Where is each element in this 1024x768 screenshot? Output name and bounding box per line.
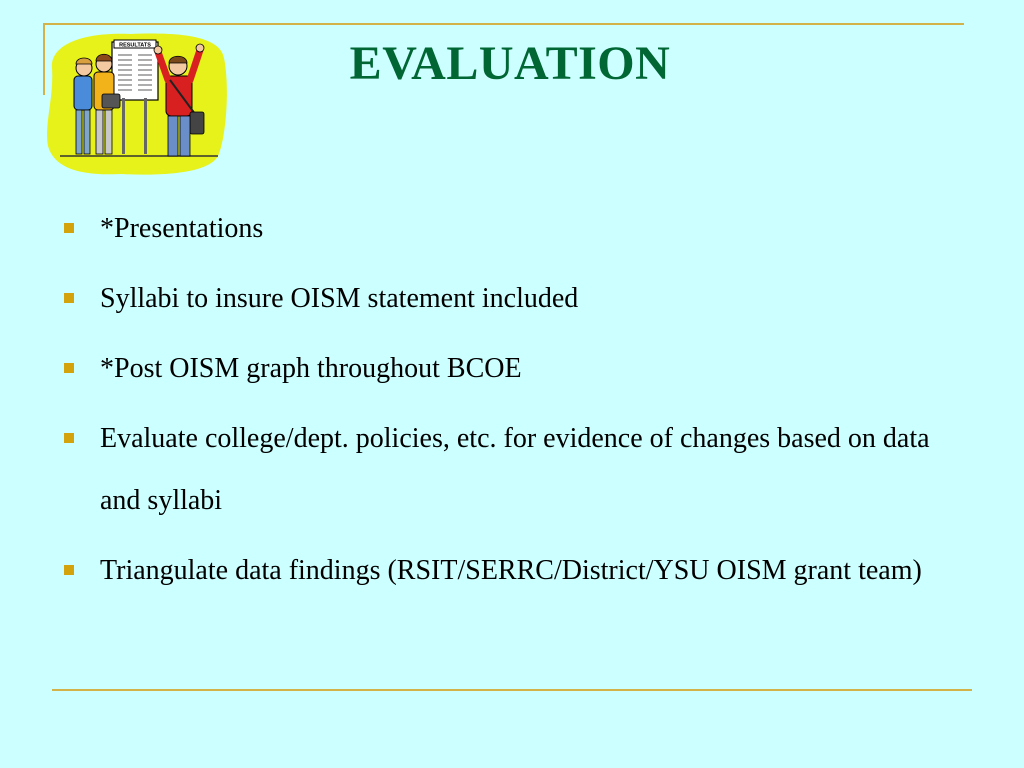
bullet-text: Syllabi to insure OISM statement included	[100, 283, 579, 314]
square-bullet-icon	[64, 223, 74, 233]
slide-title: EVALUATION	[349, 37, 671, 90]
bullet-item	[60, 198, 960, 260]
bullet-text: Evaluate college/dept. policies, etc. for evidence of changes based on data and syllabi	[100, 423, 930, 516]
bullet-text: Triangulate data findings (RSIT/SERRC/District/YSU OISM grant team)	[100, 555, 922, 586]
bullet-list	[60, 198, 960, 610]
bullet-item	[60, 338, 960, 400]
square-bullet-icon	[64, 363, 74, 373]
square-bullet-icon	[64, 293, 74, 303]
bullet-item	[60, 540, 960, 602]
results-sign-text: RESULTATS	[119, 42, 151, 49]
top-rule	[43, 23, 964, 25]
bottom-rule	[52, 689, 972, 691]
bullet-text: *Presentations	[100, 213, 264, 244]
bullet-item	[60, 268, 960, 330]
bullet-item	[60, 408, 960, 532]
bullet-text: *Post OISM graph throughout BCOE	[100, 353, 522, 384]
students-reading-results-clipart	[40, 28, 230, 178]
square-bullet-icon	[64, 565, 74, 575]
square-bullet-icon	[64, 433, 74, 443]
